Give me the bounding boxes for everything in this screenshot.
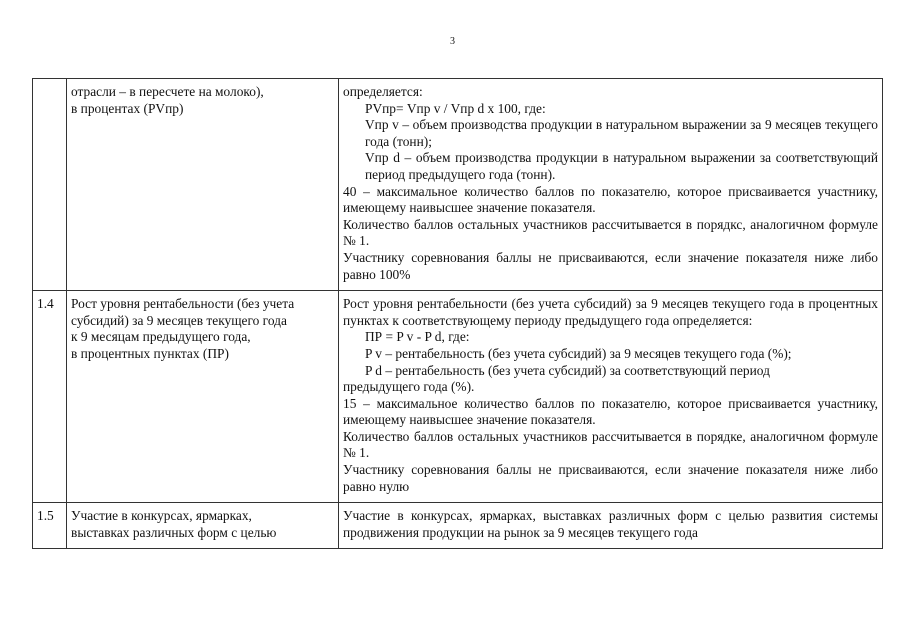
table-row <box>33 79 883 291</box>
page-number: 3 <box>450 36 455 47</box>
indicator-name-line: отрасли – в пересчете на молоко), <box>71 84 264 99</box>
indicator-description <box>339 503 883 549</box>
formula-definition: Vпр v – объем производства продукции в натуральном выражении за 9 месяцев текущего года (тонн); <box>365 117 878 149</box>
formula-definition: Vпр d – объем производства продукции в натуральном выражении за соответствующий период предыдущего года (тонн). <box>365 150 878 182</box>
formula: ПР = P v - P d, где: <box>365 329 470 345</box>
row-number <box>33 79 67 291</box>
indicator-description <box>339 79 883 291</box>
indicator-name <box>67 503 339 549</box>
indicator-name-line: выставках различных форм с целью <box>71 524 277 540</box>
row-number: 1.4 <box>33 291 67 503</box>
description-intro: определяется: <box>343 84 423 99</box>
indicator-description <box>339 291 883 503</box>
formula-definition: P v – рентабельность (без учета субсидий) за 9 месяцев текущего года (%); <box>365 345 792 361</box>
table-row <box>33 291 883 503</box>
no-points-paragraph: Участнику соревнования баллы не присваиваются, если значение показателя ниже либо равно нулю <box>343 462 878 494</box>
description-intro: Участие в конкурсах, ярмарках, выставках различных форм с целью развития системы продвижения продукции на рынок за 9 месяцев текущего года <box>343 508 878 540</box>
indicator-name-line: субсидий) за 9 месяцев текущего года <box>71 312 287 328</box>
indicator-name-line: в процентах (PVпр) <box>71 100 184 116</box>
formula-definition: P d – рентабельность (без учета субсидий) за соответствующий период <box>365 362 770 378</box>
indicator-name <box>67 79 339 291</box>
table-row <box>33 503 883 549</box>
points-calculation-paragraph: Количество баллов остальных участников рассчитывается в порядкс, аналогичном формуле № 1. <box>343 216 878 249</box>
indicator-name-line: Участие в конкурсах, ярмарках, <box>71 508 252 524</box>
formula-definition-continued: предыдущего года (%). <box>343 379 475 395</box>
indicator-name-line: Рост уровня рентабельности (без учета <box>71 296 295 312</box>
indicator-name-line: к 9 месяцам предыдущего года, <box>71 329 251 345</box>
no-points-paragraph: Участнику соревнования баллы не присваиваются, если значение показателя ниже либо равно 100% <box>343 249 878 282</box>
indicator-name <box>67 291 339 503</box>
max-points-paragraph: 15 – максимальное количество баллов по показателю, которое присваивается участнику, имеющему наивысшее значение показателя. <box>343 395 878 428</box>
points-calculation-paragraph: Количество баллов остальных участников рассчитывается в порядке, аналогичном формуле № 1. <box>343 428 878 461</box>
max-points-paragraph: 40 – максимальное количество баллов по показателю, которое присваивается участнику, имеющему наивысшее значение показателя. <box>343 183 878 216</box>
criteria-table <box>32 78 883 549</box>
indicator-name-line: в процентных пунктах (ПР) <box>71 345 229 361</box>
formula: PVпр= Vпр v / Vпр d x 100, где: <box>365 100 546 116</box>
row-number: 1.5 <box>33 503 67 549</box>
description-intro: Рост уровня рентабельности (без учета субсидий) за 9 месяцев текущего года в процентных пунктах к соответствующему периоду предыдущего года определяется: <box>343 296 878 328</box>
